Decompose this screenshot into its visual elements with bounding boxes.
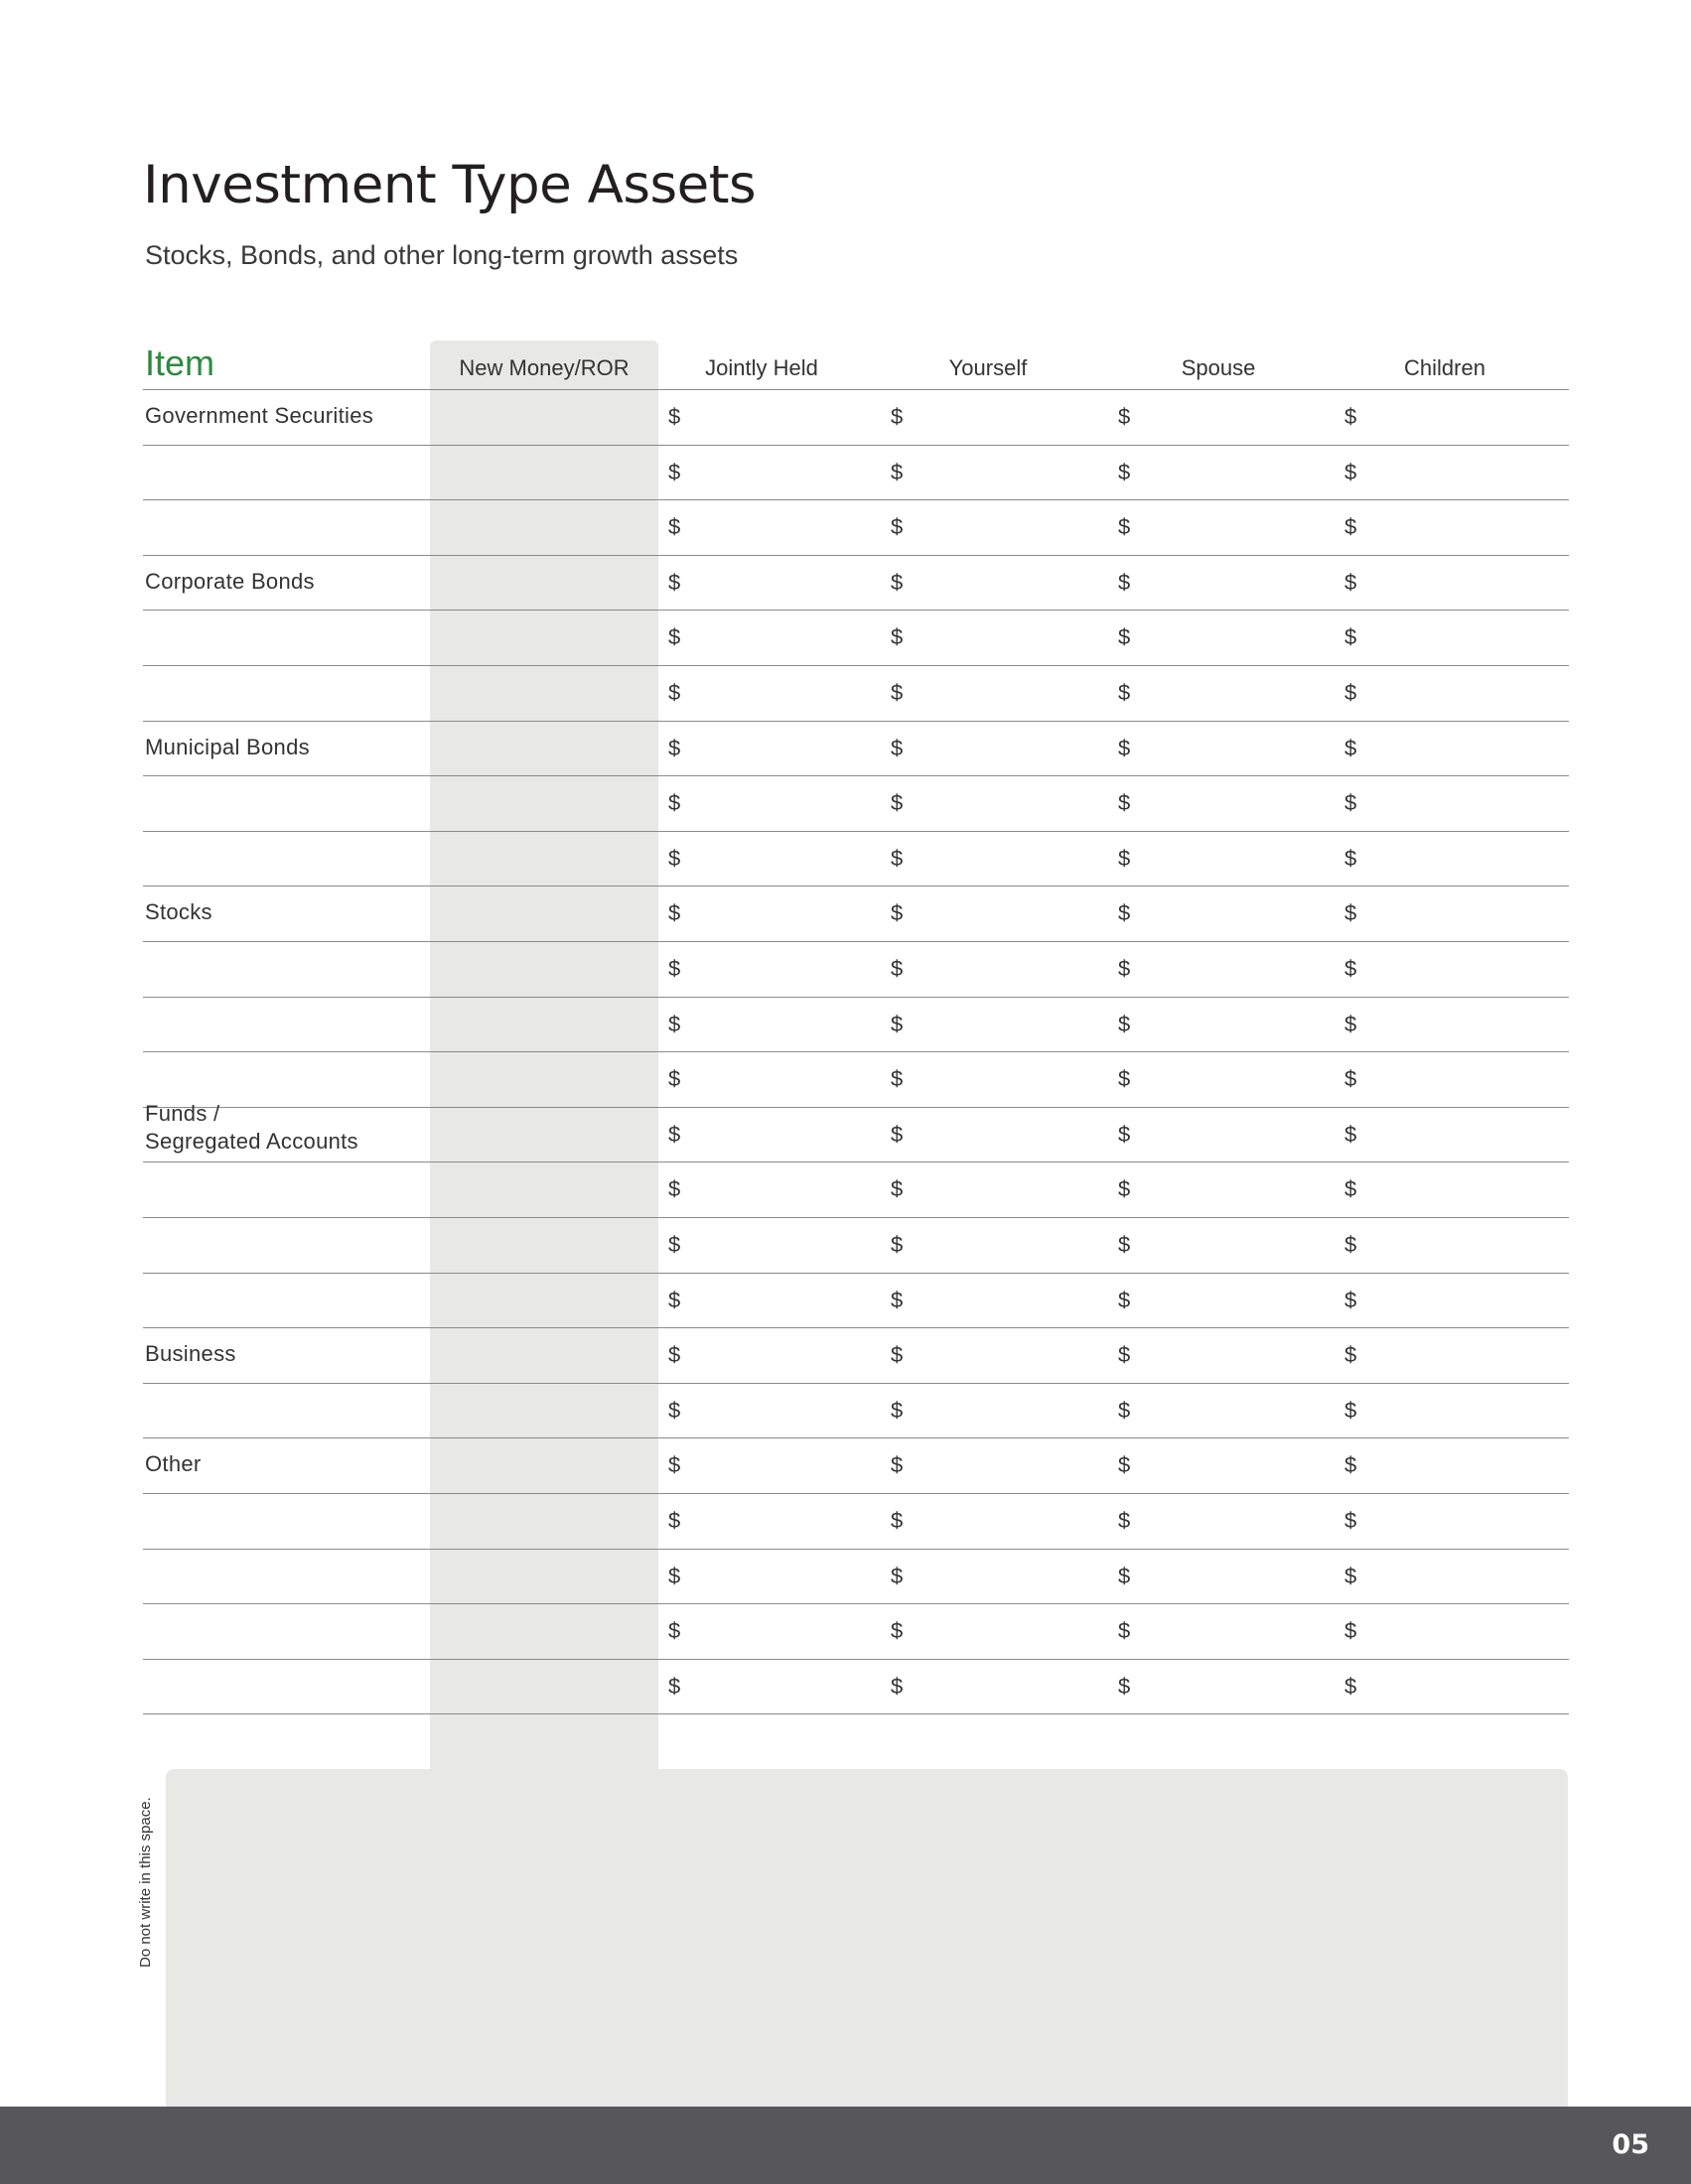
do-not-write-area [166,1769,1568,2107]
dollar-field-jointly-held[interactable]: $ [668,1287,681,1312]
dollar-field-yourself[interactable]: $ [891,1287,904,1312]
dollar-field-spouse[interactable]: $ [1118,514,1131,540]
table-row [143,500,1569,555]
dollar-field-yourself[interactable]: $ [891,956,904,981]
dollar-field-jointly-held[interactable]: $ [668,790,681,816]
dollar-field-children[interactable]: $ [1344,1563,1357,1588]
column-header-new-money: New Money/ROR [459,355,630,380]
table-row [143,1438,1569,1493]
dollar-field-yourself[interactable]: $ [891,1452,904,1478]
row-label: Other [145,1451,202,1477]
dollar-field-jointly-held[interactable]: $ [668,1342,681,1368]
dollar-field-spouse[interactable]: $ [1118,900,1131,926]
dollar-field-jointly-held[interactable]: $ [668,1176,681,1202]
dollar-field-children[interactable]: $ [1344,1673,1357,1699]
dollar-field-children[interactable]: $ [1344,790,1357,816]
dollar-field-jointly-held[interactable]: $ [668,459,681,484]
dollar-field-jointly-held[interactable]: $ [668,845,681,871]
table-row [143,887,1569,941]
row-label: Municipal Bonds [145,734,310,759]
dollar-field-children[interactable]: $ [1344,404,1357,429]
column-header-yourself: Yourself [948,355,1028,380]
dollar-field-spouse[interactable]: $ [1118,735,1131,760]
dollar-field-yourself[interactable]: $ [891,900,904,926]
dollar-field-spouse[interactable]: $ [1118,1563,1131,1588]
dollar-field-jointly-held[interactable]: $ [668,735,681,760]
dollar-field-jointly-held[interactable]: $ [668,404,681,429]
dollar-field-yourself[interactable]: $ [891,1011,904,1036]
dollar-field-children[interactable]: $ [1344,1452,1357,1478]
dollar-field-yourself[interactable]: $ [891,624,904,650]
dollar-field-jointly-held[interactable]: $ [668,1618,681,1644]
dollar-field-spouse[interactable]: $ [1118,1176,1131,1202]
dollar-field-children[interactable]: $ [1344,459,1357,484]
table-row [143,1604,1569,1659]
table-row [143,1218,1569,1273]
row-label: Corporate Bonds [145,568,315,594]
dollar-field-spouse[interactable]: $ [1118,1342,1131,1368]
dollar-field-yourself[interactable]: $ [891,1673,904,1699]
table-row [143,942,1569,997]
dollar-field-children[interactable]: $ [1344,1618,1357,1644]
table-row [143,1660,1569,1714]
dollar-field-children[interactable]: $ [1344,624,1357,650]
dollar-field-spouse[interactable]: $ [1118,1673,1131,1699]
table-row [143,1100,1569,1162]
table-row [143,832,1569,887]
dollar-field-children[interactable]: $ [1344,1342,1357,1368]
dollar-field-children[interactable]: $ [1344,1066,1357,1092]
column-header-item: Item [145,342,215,383]
table-row [143,1162,1569,1217]
dollar-field-jointly-held[interactable]: $ [668,1508,681,1533]
page-title: Investment Type Assets [143,155,757,215]
dollar-field-spouse[interactable]: $ [1118,1452,1131,1478]
table-row [143,776,1569,831]
table-row [143,666,1569,721]
dollar-field-children[interactable]: $ [1344,845,1357,871]
dollar-field-spouse[interactable]: $ [1118,1508,1131,1533]
dollar-field-children[interactable]: $ [1344,514,1357,540]
row-label: Stocks [145,899,212,925]
dollar-field-yourself[interactable]: $ [891,1176,904,1202]
dollar-field-spouse[interactable]: $ [1118,845,1131,871]
dollar-field-yourself[interactable]: $ [891,459,904,484]
dollar-field-children[interactable]: $ [1344,735,1357,760]
row-divider [143,1713,1569,1714]
dollar-field-children[interactable]: $ [1344,1121,1357,1147]
dollar-field-children[interactable]: $ [1344,1397,1357,1423]
row-label: Government Securities [145,403,374,428]
dollar-field-spouse[interactable]: $ [1118,1397,1131,1423]
dollar-field-spouse[interactable]: $ [1118,956,1131,981]
dollar-field-spouse[interactable]: $ [1118,1121,1131,1147]
dollar-field-jointly-held[interactable]: $ [668,514,681,540]
dollar-field-jointly-held[interactable]: $ [668,900,681,926]
dollar-field-yourself[interactable]: $ [891,1121,904,1147]
dollar-field-yourself[interactable]: $ [891,1397,904,1423]
dollar-field-jointly-held[interactable]: $ [668,1452,681,1478]
table-row [143,1328,1569,1383]
dollar-field-yourself[interactable]: $ [891,1232,904,1257]
dollar-field-jointly-held[interactable]: $ [668,1121,681,1147]
dollar-field-children[interactable]: $ [1344,569,1357,595]
dollar-field-yourself[interactable]: $ [891,735,904,760]
page-number: 05 [1612,2129,1649,2160]
column-header-children: Children [1404,355,1485,380]
row-label: Business [145,1341,236,1367]
dollar-field-children[interactable]: $ [1344,1287,1357,1312]
dollar-field-children[interactable]: $ [1344,1176,1357,1202]
dollar-field-spouse[interactable]: $ [1118,680,1131,705]
dollar-field-children[interactable]: $ [1344,1232,1357,1257]
dollar-field-yourself[interactable]: $ [891,790,904,816]
dollar-field-spouse[interactable]: $ [1118,624,1131,650]
dollar-field-yourself[interactable]: $ [891,1618,904,1644]
dollar-field-children[interactable]: $ [1344,956,1357,981]
dollar-field-spouse[interactable]: $ [1118,404,1131,429]
dollar-field-yourself[interactable]: $ [891,569,904,595]
dollar-field-spouse[interactable]: $ [1118,1287,1131,1312]
table-row [143,611,1569,665]
table-row [143,722,1569,776]
dollar-field-spouse[interactable]: $ [1118,1011,1131,1036]
do-not-write-note: Do not write in this space. [137,1797,154,1968]
dollar-field-jointly-held[interactable]: $ [668,1563,681,1588]
dollar-field-children[interactable]: $ [1344,680,1357,705]
dollar-field-spouse[interactable]: $ [1118,790,1131,816]
dollar-field-yourself[interactable]: $ [891,680,904,705]
table-row [143,1550,1569,1604]
dollar-field-spouse[interactable]: $ [1118,1618,1131,1644]
dollar-field-jointly-held[interactable]: $ [668,680,681,705]
dollar-field-children[interactable]: $ [1344,900,1357,926]
dollar-field-jointly-held[interactable]: $ [668,1232,681,1257]
dollar-field-jointly-held[interactable]: $ [668,569,681,595]
dollar-field-spouse[interactable]: $ [1118,1232,1131,1257]
table-row [143,446,1569,500]
dollar-field-yourself[interactable]: $ [891,404,904,429]
table-row [143,998,1569,1052]
page-subtitle: Stocks, Bonds, and other long-term growth assets [145,240,739,270]
dollar-field-jointly-held[interactable]: $ [668,1397,681,1423]
dollar-field-yourself[interactable]: $ [891,1508,904,1533]
dollar-field-yourself[interactable]: $ [891,1342,904,1368]
dollar-field-children[interactable]: $ [1344,1011,1357,1036]
dollar-field-yourself[interactable]: $ [891,1563,904,1588]
dollar-field-jointly-held[interactable]: $ [668,1066,681,1092]
dollar-field-yourself[interactable]: $ [891,845,904,871]
dollar-field-jointly-held[interactable]: $ [668,624,681,650]
table-row [143,390,1569,445]
dollar-field-jointly-held[interactable]: $ [668,1011,681,1036]
dollar-field-spouse[interactable]: $ [1118,459,1131,484]
dollar-field-spouse[interactable]: $ [1118,569,1131,595]
table-row [143,1494,1569,1549]
table-row [143,556,1569,611]
dollar-field-jointly-held[interactable]: $ [668,956,681,981]
dollar-field-yourself[interactable]: $ [891,1066,904,1092]
column-header-jointly-held: Jointly Held [705,355,818,380]
table-row [143,1384,1569,1438]
table-row [143,1274,1569,1328]
dollar-field-yourself[interactable]: $ [891,514,904,540]
column-header-spouse: Spouse [1181,355,1256,380]
page-footer [0,2107,1691,2184]
dollar-field-jointly-held[interactable]: $ [668,1673,681,1699]
dollar-field-spouse[interactable]: $ [1118,1066,1131,1092]
dollar-field-children[interactable]: $ [1344,1508,1357,1533]
row-label: Funds / Segregated Accounts [145,1100,358,1154]
